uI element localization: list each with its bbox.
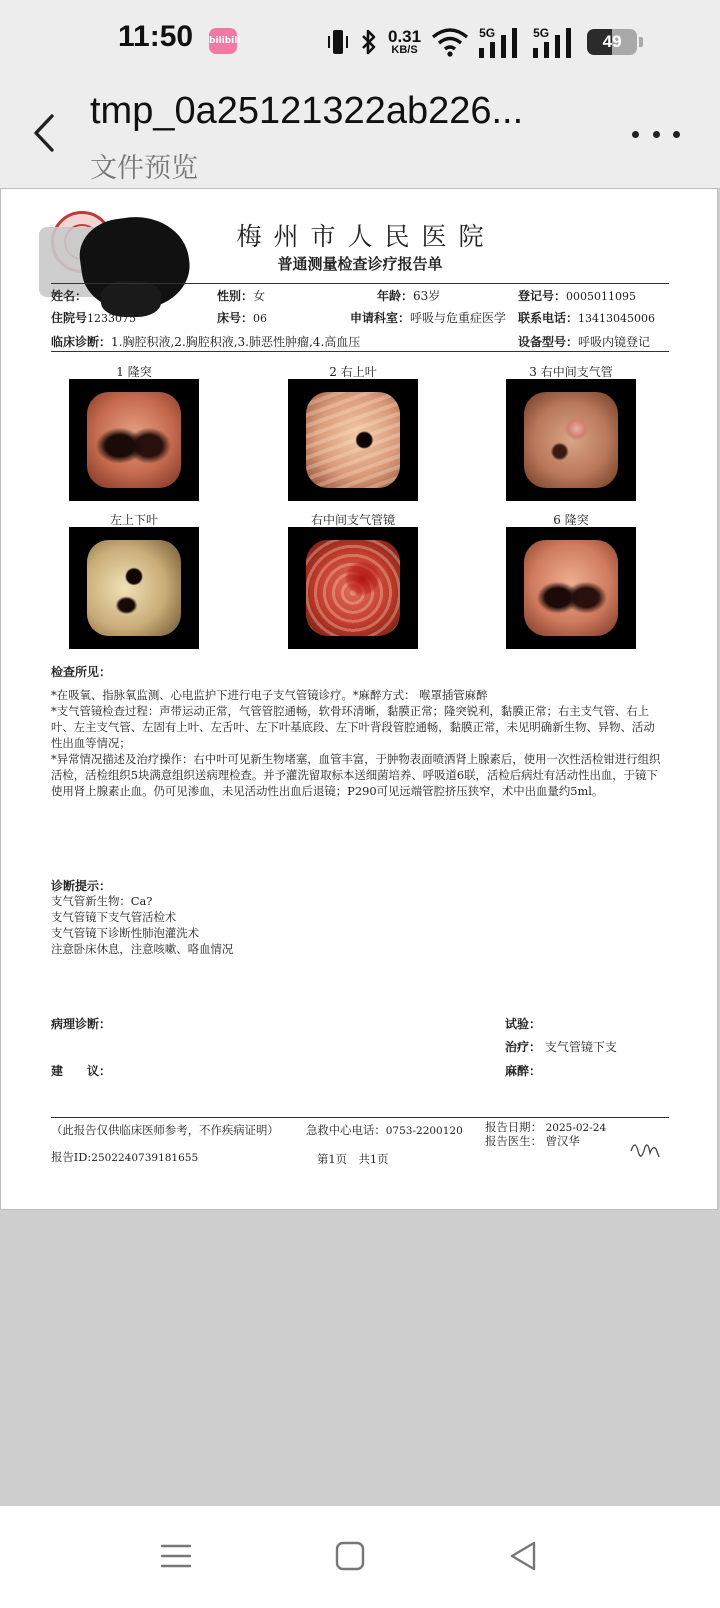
home-icon[interactable]	[328, 1534, 372, 1578]
age-field: 年龄：63岁	[377, 289, 441, 303]
report-date: 报告日期： 2025-02-24	[485, 1120, 607, 1134]
diagnosis-line: 支气管镜下诊断性肺泡灌洗术	[51, 926, 200, 940]
image-label: 3 右中间支气管	[529, 365, 613, 379]
endoscopy-image[interactable]	[288, 527, 418, 649]
signature-icon	[629, 1137, 661, 1161]
endoscopy-image[interactable]	[69, 527, 199, 649]
signal-5g-icon-1: 5G	[479, 26, 523, 58]
battery-cap	[639, 37, 643, 47]
report-id: 报告ID:2502240739181655	[51, 1150, 199, 1164]
anesthesia-field: 麻醉：	[505, 1064, 542, 1078]
findings-title: 检查所见：	[51, 665, 112, 679]
endoscopy-image[interactable]	[506, 527, 636, 649]
vibrate-icon	[326, 27, 350, 57]
findings-line: *支气管镜检查过程：声带运动正常，气管管腔通畅，软骨环清晰，黏膜正常；隆突锐利，黏膜正常；右主支气管、右上叶、左主支气管、左固有上叶、左舌叶、左下叶基底段、左下叶背段管腔通畅，黏膜正常，未见明确新生物、异物、活动性出血等情况；	[51, 704, 655, 750]
status-icons	[326, 22, 643, 62]
wifi-icon	[431, 27, 469, 57]
bed-field: 床号：06	[217, 311, 268, 325]
diagnosis-line: 注意卧床休息，注意咳嗽、咯血情况	[51, 942, 234, 956]
file-title: tmp_0a25121322ab226...	[90, 90, 524, 132]
diagnosis-line: 支气管镜下支气管活检术	[51, 910, 177, 924]
back-arrow-icon[interactable]	[24, 108, 68, 158]
hospital-name: 梅州市人民医院	[236, 222, 496, 251]
disclaimer: （此报告仅供临床医师参考，不作疾病证明）	[51, 1123, 279, 1137]
phone-field: 联系电话：13413045006	[518, 311, 655, 325]
divider	[51, 1117, 669, 1118]
file-subtitle: 文件预览	[90, 153, 198, 184]
clock: 11:50	[118, 20, 194, 53]
bluetooth-icon	[360, 27, 378, 57]
battery-icon: 49	[587, 29, 637, 55]
image-label: 1 隆突	[116, 365, 152, 379]
diagnosis-line: 支气管新生物：Ca?	[51, 894, 153, 908]
divider	[51, 351, 669, 352]
endoscopy-image[interactable]	[506, 379, 636, 501]
department-field: 申请科室：呼吸与危重症医学	[350, 311, 507, 325]
system-nav-bar	[0, 1506, 720, 1608]
image-label: 2 右上叶	[329, 365, 377, 379]
document-page[interactable]	[0, 188, 718, 1210]
signal-5g-icon-2: 5G	[533, 26, 577, 58]
inpatient-field: 住院号1233075	[51, 311, 137, 325]
suggestion-field: 建 议：	[51, 1064, 112, 1078]
endoscopy-image[interactable]	[288, 379, 418, 501]
pathology-field: 病理诊断：	[51, 1017, 112, 1031]
endoscopy-image[interactable]	[69, 379, 199, 501]
page-number: 第1页 共1页	[317, 1152, 389, 1166]
diagnosis-title: 诊断提示：	[51, 879, 112, 893]
clinical-diagnosis-field: 临床诊断：1.胸腔积液,2.胸腔积液,3.肺恶性肿瘤,4.高血压	[51, 335, 361, 349]
findings-line: *异常情况描述及治疗操作：右中叶可见新生物堵塞，血管丰富，于肿物表面喷洒肾上腺素后，使用一次性活检钳进行组织活检，活检组织5块满意组织送病理检查。并予灌洗留取标本送细菌培养、呼吸道6联，活检后病灶有活动性出血，于镜下使用肾上腺素止血。仍可见渗血，未见活动性出血后退镜；P290可见远端管腔挤压狭窄，术中出血量约5ml。	[51, 752, 661, 798]
report-doctor: 报告医生： 曾汉华	[485, 1134, 580, 1148]
more-options-icon[interactable]	[632, 124, 680, 144]
image-label: 右中间支气管镜	[310, 513, 395, 527]
report-title: 普通测量检查诊疗报告单	[277, 255, 443, 273]
status-bar	[0, 0, 720, 84]
emergency-phone: 急救中心电话：0753-2200120	[306, 1123, 463, 1137]
image-label: 6 隆突	[553, 513, 589, 527]
findings-line: *在吸氧、指脉氧监测、心电监护下进行电子支气管镜诊疗。*麻醉方式： 喉罩插管麻醉	[51, 688, 488, 702]
registration-field: 登记号：0005011095	[518, 289, 637, 303]
network-speed: 0.31 KB/S	[388, 27, 422, 56]
divider	[51, 283, 669, 284]
test-field: 试验：	[505, 1017, 542, 1031]
bilibili-notification-icon: bilibili	[209, 28, 237, 54]
image-label: 左上下叶	[109, 513, 158, 527]
gender-field: 性别：女	[217, 289, 266, 303]
treatment-field: 治疗： 支气管镜下支	[505, 1040, 617, 1054]
device-field: 设备型号：呼吸内镜登记	[518, 335, 651, 349]
menu-icon[interactable]	[154, 1534, 198, 1578]
app-header	[0, 84, 720, 188]
name-field: 姓名：	[51, 289, 88, 303]
back-triangle-icon[interactable]	[502, 1534, 546, 1578]
